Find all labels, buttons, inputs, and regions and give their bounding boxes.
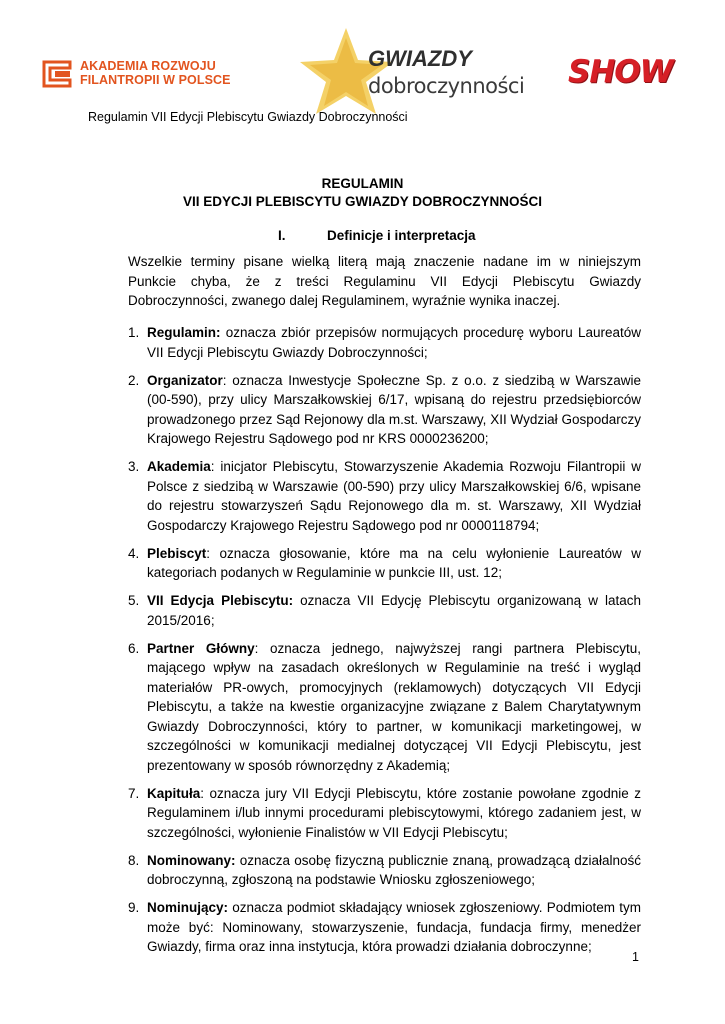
item-number: 2. (128, 372, 140, 388)
section-title: Definicje i interpretacja (327, 228, 476, 243)
item-term: VII Edycja Plebiscytu: (147, 593, 294, 608)
list-item (128, 784, 641, 843)
item-term: Kapituła (147, 785, 201, 801)
item-term: Organizator (147, 372, 223, 388)
item-number: 1. (128, 325, 140, 340)
item-term: Plebiscyt (147, 545, 207, 561)
list-item (128, 544, 641, 583)
item-text: : inicjator Plebiscytu, Stowarzyszenie Akademia Rozwoju Filantropii w Polsce z siedzibą w Warszawie (00-590) przy ulicy Marszałkowskiej 6/6, wpisane do rejestru stowarzyszeń Sądu Rejonowego dla m. st. Warszawy, XII Wydział Gospodarczy Krajowego Rejestru Sądowego pod nr 0000118794; (147, 459, 641, 533)
list-item (128, 371, 641, 449)
section-heading (278, 228, 476, 243)
show-logo-text: SHOW (568, 54, 673, 90)
definitions-list (128, 323, 641, 965)
running-header: Regulamin VII Edycji Plebiscytu Gwiazdy Dobroczynności (88, 110, 408, 124)
item-term: Nominowany: (147, 852, 236, 868)
gwiazdy-logo-line1: GWIAZDY (368, 46, 472, 71)
page-number: 1 (632, 950, 639, 964)
afp-logo-icon (42, 60, 72, 88)
item-number: 7. (128, 785, 140, 801)
item-text: oznacza osobę fizyczną publicznie znaną, prowadzącą działalność dobroczynną, zgłoszoną na podstawie Wniosku zgłoszeniowego; (147, 852, 641, 887)
item-text: : oznacza jednego, najwyższej rangi partnera Plebiscytu, mającego wpływ na zasadach określonych w Regulaminie na treść i wygląd materiałów PR-owych, promocyjnych (reklamowych) dotyczących VII Edycji Plebiscytu, a także na kwestie organizacyjne związane z Balem Charytatywnym Gwiazdy Dobroczynności, który to partner, w komunikacji marketingowej, w szczególności w komunikacji medialnej dotyczącej VII Edycji Plebiscytu, jest prezentowany w sposób równorzędny z Akademią; (147, 640, 641, 773)
list-item (128, 591, 641, 630)
list-item (128, 898, 641, 957)
afp-logo-line2: FILANTROPII W POLSCE (80, 73, 231, 87)
item-number: 6. (128, 640, 140, 656)
document-title-line1: REGULAMIN (321, 176, 404, 191)
item-number: 9. (128, 900, 140, 915)
afp-logo (42, 56, 231, 92)
list-item (128, 457, 641, 535)
list-item (128, 323, 641, 362)
intro-paragraph: Wszelkie terminy pisane wielką literą mają znaczenie nadane im w niniejszym Punkcie chyba, że z treści Regulaminu VII Edycji Plebiscytu Gwiazdy Dobroczynności, zwanego dalej Regulaminem, wyraźnie wynika inaczej. (128, 254, 641, 308)
item-term: Partner Główny (147, 640, 255, 656)
item-text: oznacza zbiór przepisów normujących procedurę wyboru Laureatów VII Edycji Plebiscytu Gwiazdy Dobroczynności; (147, 325, 641, 360)
item-term: Nominujący: (147, 900, 229, 915)
document-title-line2: VII EDYCJI PLEBISCYTU GWIAZDY DOBROCZYNNOŚCI (182, 194, 543, 209)
gwiazdy-logo (298, 26, 525, 116)
item-text: oznacza VII Edycję Plebiscytu organizowaną w latach 2015/2016; (147, 593, 641, 628)
gwiazdy-logo-line2: dobroczynności (368, 74, 525, 98)
list-item (128, 639, 641, 776)
item-text: : oznacza jury VII Edycji Plebiscytu, które zostanie powołane zgodnie z Regulaminem i/lub innymi procedurami plebiscytowymi, którego zadaniem jest, w szczególności, wyłonienie Finalistów w VII Edycji Plebiscytu; (147, 785, 641, 840)
item-text: : oznacza Inwestycje Społeczne Sp. z o.o. z siedzibą w Warszawie (00-590), przy ulicy Marszałkowskiej 6/17, wpisaną do rejestru przedsiębiorców prowadzonego przez Sąd Rejonowy dla m.st. Warszawy, XII Wydział Gospodarczy Krajowego Rejestru Sądowego pod nr KRS 0000236200; (147, 372, 641, 446)
show-logo (568, 56, 676, 92)
item-text: oznacza podmiot składający wniosek zgłoszeniowy. Podmiotem tym może być: Nominowany, stowarzyszenie, fundacja, fundacja firmy, menedżer Gwiazdy, firma oraz inna instytucja, która prowadzi działania dobroczynne; (147, 900, 641, 954)
item-number: 3. (128, 459, 140, 474)
item-number: 4. (128, 545, 140, 561)
item-number: 8. (128, 852, 140, 868)
item-term: Regulamin: (147, 325, 221, 340)
section-number: I. (278, 228, 286, 243)
item-number: 5. (128, 593, 140, 608)
item-term: Akademia (147, 459, 211, 474)
item-text: : oznacza głosowanie, które ma na celu wyłonienie Laureatów w kategoriach podanych w Regulaminie w punkcie III, ust. 12; (147, 545, 641, 580)
list-item (128, 851, 641, 890)
afp-logo-line1: AKADEMIA ROZWOJU (80, 59, 216, 73)
